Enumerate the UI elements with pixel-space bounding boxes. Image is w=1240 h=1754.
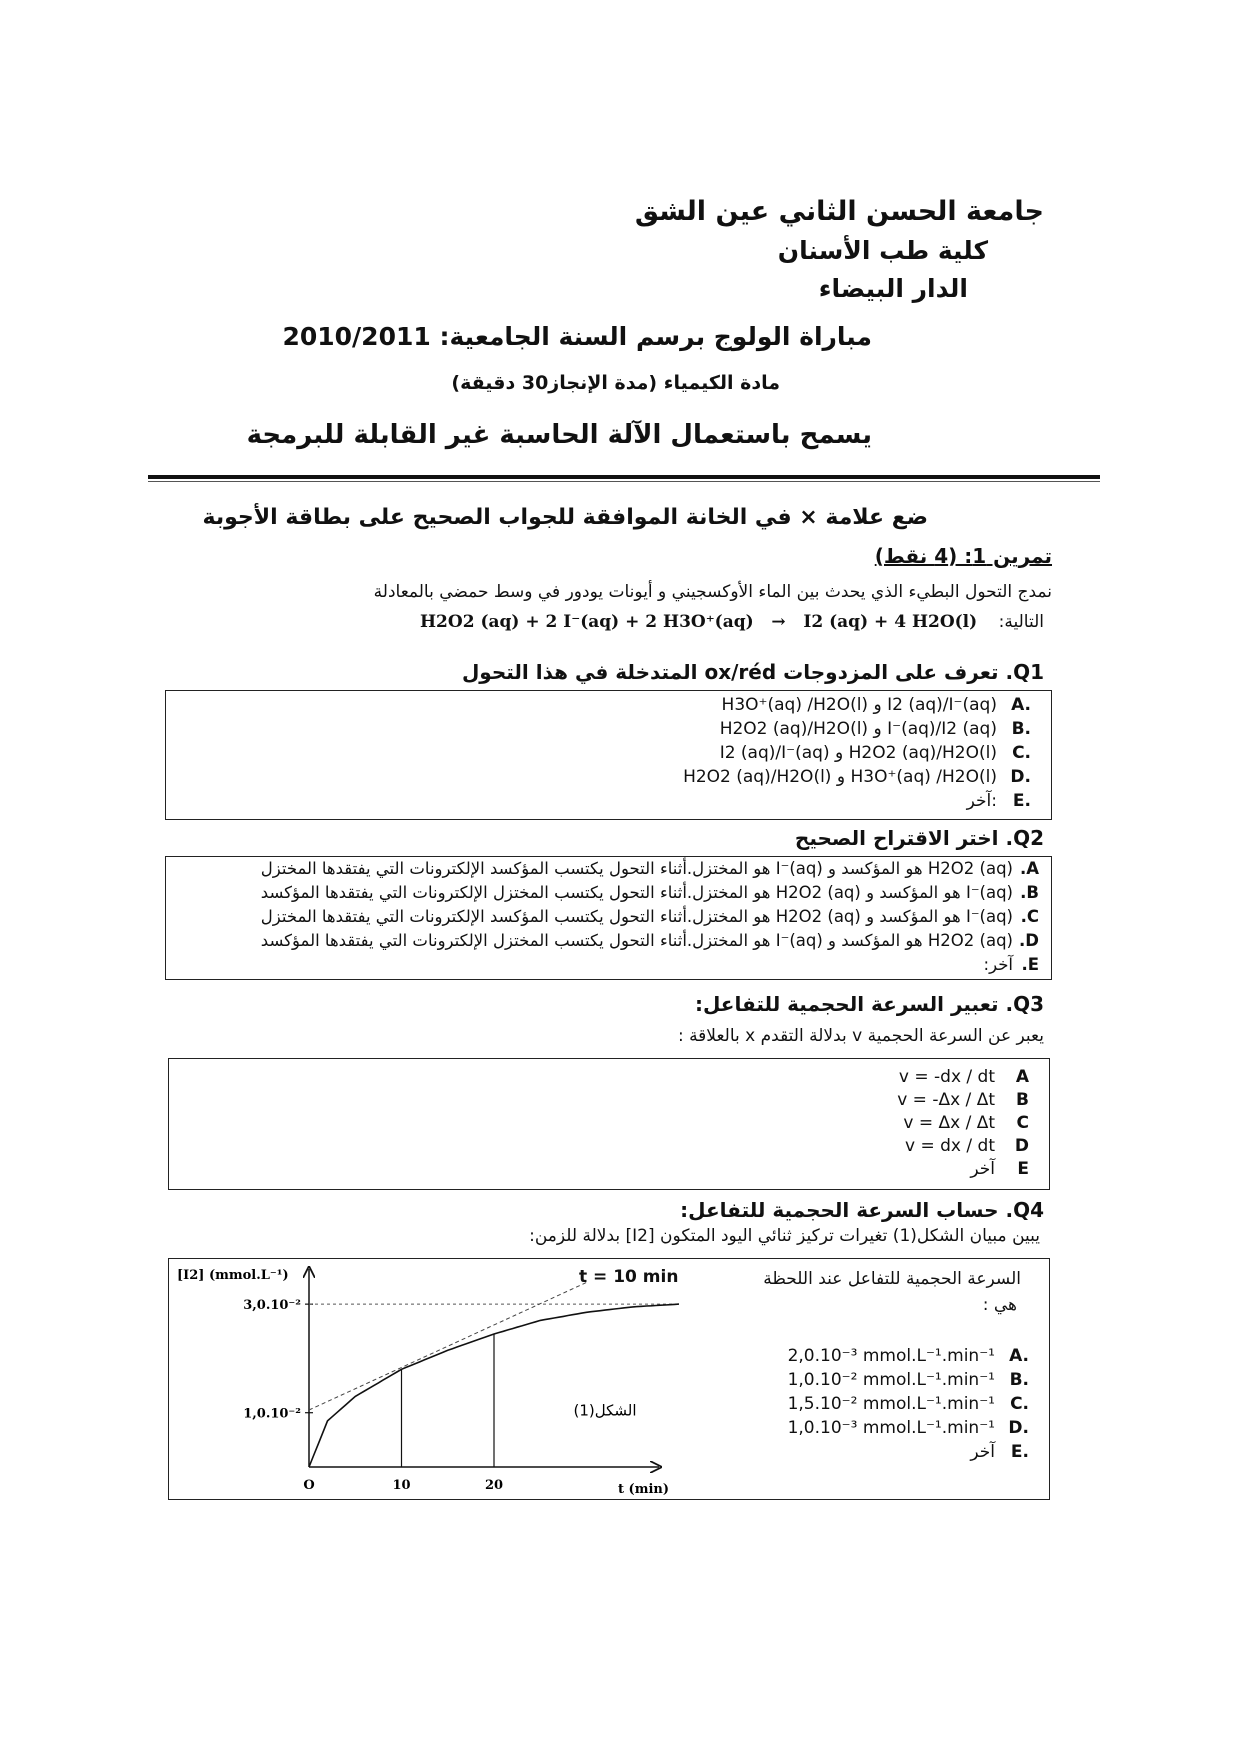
q2-option-e[interactable]	[176, 953, 1039, 977]
q1-option-e-letter: E.	[1012, 791, 1031, 811]
q3-option-c-letter: C	[1016, 1113, 1029, 1133]
q1-option-b[interactable]	[720, 718, 1031, 741]
q1-option-c[interactable]	[720, 742, 1031, 765]
q1-option-d[interactable]	[683, 766, 1031, 789]
q4-option-b[interactable]	[788, 1369, 1029, 1392]
q3-option-a-letter: A	[1015, 1067, 1029, 1087]
tangent-line	[309, 1282, 587, 1410]
q4-title: Q4. حساب السرعة الحجمية للتفاعل:	[680, 1198, 1044, 1222]
exercise-intro: نمدج التحول البطيء الذي يحدث بين الماء الأوكسجيني و أيونات يودور في وسط حمضي بالمعادلة	[373, 582, 1052, 602]
q4-option-c-text: 1,5.10⁻² mmol.L⁻¹.min⁻¹	[787, 1394, 995, 1414]
q2-title: Q2. اختر الاقتراح الصحيح	[794, 826, 1044, 850]
instruction: ضع علامة × في الخانة الموافقة للجواب الصحيح على بطاقة الأجوبة	[202, 505, 928, 530]
faculty-name: كلية طب الأسنان	[777, 236, 988, 265]
q4-option-a-letter: A.	[1009, 1346, 1029, 1366]
x-tick-label: 10	[392, 1478, 411, 1493]
reaction-equation: H2O2 (aq) + 2 I⁻(aq) + 2 H3O⁺(aq) → I2 (aq) + 4 H2O(l)	[420, 612, 978, 632]
q3-option-a[interactable]	[899, 1066, 1029, 1089]
contest-title: مباراة الولوج برسم السنة الجامعية: 2010/2011	[282, 322, 872, 351]
q4-option-b-letter: B.	[1009, 1370, 1029, 1390]
q3-options-box	[168, 1058, 1050, 1190]
q1-option-c-letter: C.	[1012, 743, 1031, 763]
q2-option-e-letter: E.	[1021, 955, 1039, 974]
q3-title: Q3. تعبير السرعة الحجمية للتفاعل:	[694, 992, 1044, 1016]
q4-option-e-text: آخر	[970, 1442, 995, 1462]
q4-question-time: t = 10 min	[579, 1267, 679, 1287]
q1-option-c-text: I2 (aq)/I⁻(aq) و H2O2 (aq)/H2O(l)	[719, 743, 997, 763]
y-tick-label: 1,0.10⁻²	[243, 1406, 301, 1422]
q1-option-a[interactable]	[722, 694, 1031, 717]
q2-option-e-text: آخر:	[983, 955, 1013, 974]
q3-option-d[interactable]	[905, 1135, 1029, 1158]
q3-option-d-letter: D	[1014, 1136, 1029, 1156]
q1-options-box	[165, 690, 1052, 820]
q4-option-c[interactable]	[788, 1393, 1029, 1416]
q4-option-a-text: 2,0.10⁻³ mmol.L⁻¹.min⁻¹	[787, 1346, 995, 1366]
q3-option-b[interactable]	[897, 1089, 1029, 1112]
q1-option-a-letter: A.	[1011, 695, 1031, 715]
q3-option-d-text: v = dx / dt	[905, 1136, 995, 1156]
q1-option-e-text: آخر:	[966, 791, 997, 811]
q2-option-b-letter: B.	[1020, 883, 1039, 902]
q2-option-a[interactable]	[176, 857, 1039, 881]
city-name: الدار البيضاء	[818, 274, 968, 303]
q3-option-b-text: v = -Δx / Δt	[897, 1090, 995, 1110]
concentration-chart	[169, 1259, 679, 1495]
y-axis-label: [I2] (mmol.L⁻¹)	[177, 1268, 289, 1283]
q4-box	[168, 1258, 1050, 1500]
x-tick-label: O	[303, 1478, 315, 1493]
y-tick-label: 3,0.10⁻²	[243, 1298, 301, 1314]
header-divider	[148, 475, 1100, 479]
subject-duration: مادة الكيمياء (مدة الإنجاز30 دقيقة)	[451, 372, 780, 394]
q1-title: Q1. تعرف على المزدوجات ox/réd المتدخلة في هذا التحول	[461, 660, 1044, 684]
x-tick-label: 20	[484, 1478, 504, 1493]
q2-option-c-text: I⁻(aq) هو المؤكسد و H2O2 (aq) هو المختزل.أثناء التحول يكتسب المؤكسد الإلكترونات التي يفتقدها المختزل	[260, 907, 1013, 926]
q2-option-c[interactable]	[176, 905, 1039, 929]
q2-option-d[interactable]	[176, 929, 1039, 953]
q1-option-d-letter: D.	[1010, 767, 1031, 787]
q2-option-b[interactable]	[176, 881, 1039, 905]
q1-option-b-letter: B.	[1011, 719, 1031, 739]
q2-option-c-letter: C.	[1020, 907, 1039, 926]
q3-option-e-letter: E	[1017, 1159, 1029, 1179]
q4-option-e[interactable]	[970, 1441, 1029, 1464]
q4-question-line1: السرعة الحجمية للتفاعل عند اللحظة	[763, 1269, 1021, 1289]
q4-option-c-letter: C.	[1010, 1394, 1029, 1414]
q4-option-d[interactable]	[788, 1417, 1029, 1440]
university-name: جامعة الحسن الثاني عين الشق	[634, 196, 1044, 227]
q3-option-e-text: آخر	[970, 1159, 995, 1179]
q3-option-a-text: v = -dx / dt	[898, 1067, 995, 1087]
q4-intro: يبين مبيان الشكل(1) تغيرات تركيز ثنائي اليود المتكون [I2] بدلالة للزمن:	[529, 1226, 1040, 1246]
q3-option-c-text: v = Δx / Δt	[903, 1113, 995, 1133]
header-divider-thin	[148, 481, 1100, 482]
q1-option-d-text: H2O2 (aq)/H2O(l) و H3O⁺(aq) /H2O(l)	[683, 767, 997, 787]
q2-options-box	[165, 856, 1052, 980]
q2-option-d-text: H2O2 (aq) هو المؤكسد و I⁻(aq) هو المختزل.أثناء التحول يكتسب المختزل الإلكترونات التي يفتقدها المؤكسد	[260, 931, 1013, 950]
q2-option-d-letter: D.	[1019, 931, 1039, 950]
q4-question-line2: هي :	[982, 1295, 1017, 1315]
q3-option-b-letter: B	[1016, 1090, 1029, 1110]
q4-option-e-letter: E.	[1010, 1442, 1029, 1462]
x-axis-label: t (min)	[618, 1482, 669, 1495]
q4-option-d-letter: D.	[1008, 1418, 1029, 1438]
q1-option-e[interactable]	[967, 790, 1031, 813]
q1-option-b-text: H2O2 (aq)/H2O(l) و I⁻(aq)/I2 (aq)	[719, 719, 997, 739]
exercise-title: تمرين 1: (4 نقط)	[874, 544, 1052, 568]
q3-option-c[interactable]	[903, 1112, 1029, 1135]
q4-option-b-text: 1,0.10⁻² mmol.L⁻¹.min⁻¹	[787, 1370, 995, 1390]
q2-option-a-text: H2O2 (aq) هو المؤكسد و I⁻(aq) هو المختزل.أثناء التحول يكتسب المؤكسد الإلكترونات التي يفتقدها المختزل	[260, 859, 1013, 878]
q3-intro: يعبر عن السرعة الحجمية v بدلالة التقدم x بالعلاقة :	[677, 1026, 1044, 1046]
calculator-note: يسمح باستعمال الآلة الحاسبة غير القابلة للبرمجة	[246, 420, 872, 450]
q2-option-a-letter: A.	[1019, 859, 1039, 878]
q4-option-a[interactable]	[788, 1345, 1029, 1368]
q3-option-e[interactable]	[970, 1158, 1029, 1181]
q1-option-a-text: H3O⁺(aq) /H2O(l) و I2 (aq)/I⁻(aq)	[721, 695, 997, 715]
q2-option-b-text: I⁻(aq) هو المؤكسد و H2O2 (aq) هو المختزل.أثناء التحول يكتسب المختزل الإلكترونات التي يفتقدها المؤكسد	[260, 883, 1013, 902]
q4-option-d-text: 1,0.10⁻³ mmol.L⁻¹.min⁻¹	[787, 1418, 995, 1438]
figure-caption: الشكل(1)	[573, 1401, 637, 1420]
exercise-intro-2: التالية:	[998, 612, 1044, 632]
